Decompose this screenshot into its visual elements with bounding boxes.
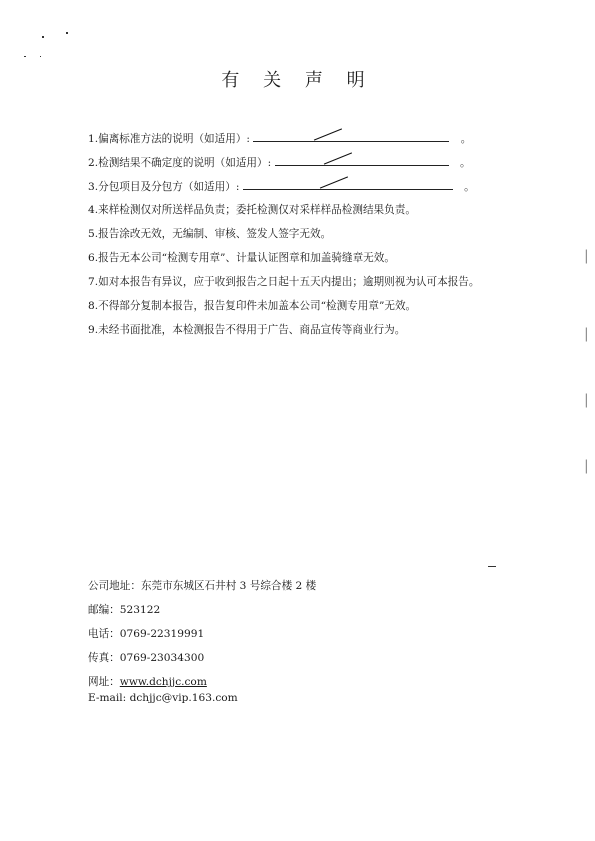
statement-item-5: 5.报告涂改无效，无编制、审核、签发人签字无效。	[88, 228, 332, 240]
edge-bleed-mark: |	[584, 326, 589, 342]
postcode: 邮编：523122	[88, 604, 161, 616]
website-link[interactable]: www.dchjjc.com	[119, 676, 207, 688]
strike-mark	[320, 176, 348, 188]
statement-item-3	[88, 178, 475, 194]
fill-in-blank	[275, 154, 449, 166]
statement-label: 1.偏离标准方法的说明（如适用）:	[88, 133, 250, 145]
edge-bleed-mark: |	[584, 392, 589, 408]
email: E-mail: dchjjc@vip.163.com	[88, 692, 238, 704]
scan-speck	[66, 32, 68, 34]
fill-in-blank	[253, 130, 449, 142]
statement-item-1	[88, 130, 471, 146]
strike-mark	[314, 128, 342, 140]
company-address: 公司地址：东莞市东城区石井村 3 号综合楼 2 楼	[88, 580, 317, 592]
phone: 电话：0769-22319991	[88, 628, 205, 640]
website-row	[88, 674, 207, 689]
edge-bleed-mark: |	[584, 458, 589, 474]
statement-item-4: 4.来样检测仅对所送样品负责；委托检测仅对采样样品检测结果负责。	[88, 204, 416, 216]
statement-label: 3.分包项目及分包方（如适用）:	[88, 181, 240, 193]
statement-item-6: 6.报告无本公司“检测专用章”、计量认证图章和加盖骑缝章无效。	[88, 252, 395, 264]
statement-label: 2.检测结果不确定度的说明（如适用）:	[88, 157, 272, 169]
edge-bleed-mark: |	[584, 248, 589, 264]
statement-item-2	[88, 154, 471, 170]
scan-speck	[40, 56, 41, 57]
statement-end: 。	[459, 157, 471, 169]
strike-mark	[323, 152, 351, 164]
scan-speck	[488, 566, 496, 567]
statement-end: 。	[460, 133, 472, 145]
fax: 传真：0769-23034300	[88, 652, 205, 664]
statement-item-9: 9.未经书面批准，本检测报告不得用于广告、商品宣传等商业行为。	[88, 324, 406, 336]
page-title: 有 关 声 明	[221, 70, 374, 91]
scan-speck	[42, 36, 44, 38]
website-label: 网址：	[88, 676, 120, 688]
statement-item-8: 8.不得部分复制本报告，报告复印件未加盖本公司“检测专用章”无效。	[88, 300, 417, 312]
statement-item-7: 7.如对本报告有异议，应于收到报告之日起十五天内提出；逾期则视为认可本报告。	[88, 276, 480, 288]
fill-in-blank	[243, 178, 453, 190]
scan-speck	[24, 56, 26, 57]
statement-end: 。	[464, 181, 475, 193]
